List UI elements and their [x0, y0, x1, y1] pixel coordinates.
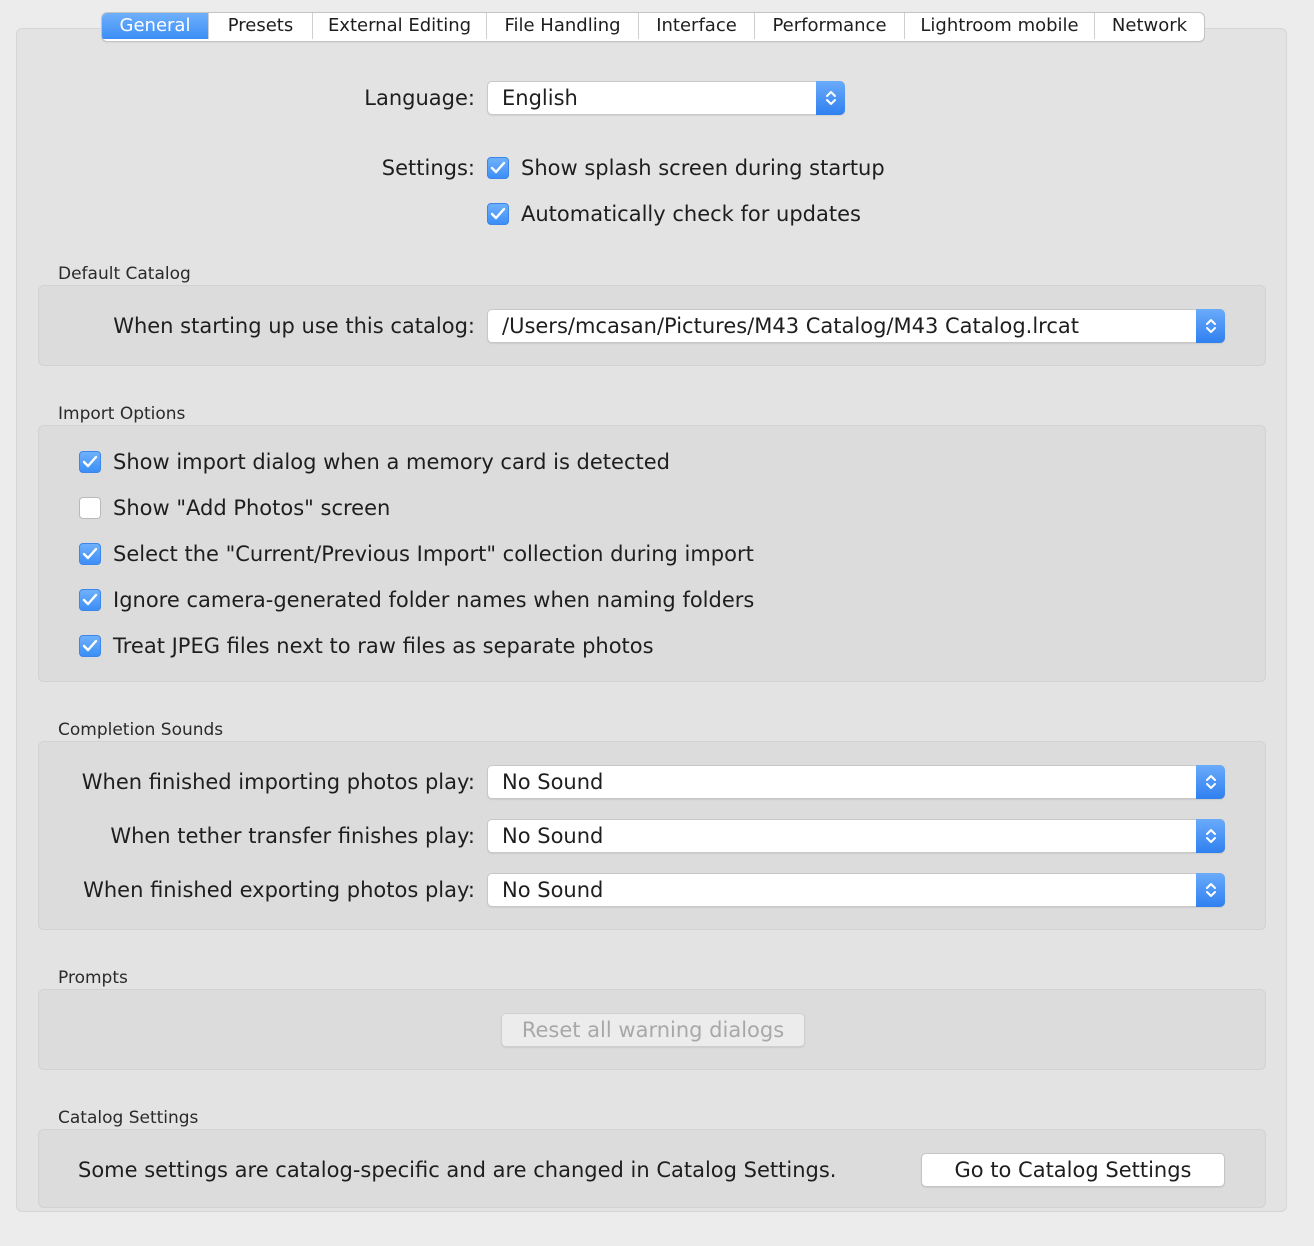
tether-sound-label: When tether transfer finishes play:	[110, 824, 475, 848]
checkmark-icon	[82, 639, 98, 653]
tab-presets[interactable]: Presets	[209, 13, 313, 39]
tether-sound-select[interactable]	[487, 819, 1225, 853]
import-options-title: Import Options	[58, 404, 186, 424]
tab-lightroom-mobile[interactable]: Lightroom mobile	[905, 13, 1095, 39]
ignore-folder-names-checkbox-row[interactable]	[79, 587, 754, 613]
chevron-updown-icon	[1196, 873, 1225, 907]
chevron-updown-icon	[1196, 309, 1225, 343]
tab-network[interactable]: Network	[1111, 15, 1188, 36]
ignore-folder-names-checkbox[interactable]	[79, 589, 101, 611]
checkmark-icon	[490, 161, 506, 175]
splash-screen-checkbox-row[interactable]	[487, 155, 885, 181]
default-catalog-select-value: /Users/mcasan/Pictures/M43 Catalog/M43 Catalog.lrcat	[502, 314, 1079, 338]
language-select-value: English	[502, 86, 578, 110]
add-photos-label: Show "Add Photos" screen	[113, 496, 391, 520]
current-import-label: Select the "Current/Previous Import" collection during import	[113, 542, 754, 566]
export-sound-select[interactable]	[487, 873, 1225, 907]
import-dialog-label: Show import dialog when a memory card is detected	[113, 450, 670, 474]
chevron-updown-icon	[1196, 819, 1225, 853]
reset-warning-dialogs-button[interactable]: Reset all warning dialogs	[501, 1013, 805, 1047]
prompts-title: Prompts	[58, 968, 128, 988]
checkmark-icon	[82, 455, 98, 469]
settings-label: Settings:	[381, 156, 475, 180]
language-label: Language:	[364, 86, 475, 110]
tab-general[interactable]: General	[102, 13, 209, 39]
checkmark-icon	[490, 207, 506, 221]
import-dialog-checkbox[interactable]	[79, 451, 101, 473]
checkmark-icon	[82, 547, 98, 561]
default-catalog-title: Default Catalog	[58, 264, 191, 284]
catalog-settings-text: Some settings are catalog-specific and are changed in Catalog Settings.	[78, 1158, 837, 1182]
checkmark-icon	[82, 593, 98, 607]
splash-screen-label: Show splash screen during startup	[521, 156, 885, 180]
add-photos-checkbox[interactable]	[79, 497, 101, 519]
jpeg-separate-label: Treat JPEG files next to raw files as separate photos	[113, 634, 654, 658]
check-updates-checkbox-row[interactable]	[487, 201, 861, 227]
jpeg-separate-checkbox[interactable]	[79, 635, 101, 657]
import-sound-label: When finished importing photos play:	[81, 770, 475, 794]
catalog-settings-title: Catalog Settings	[58, 1108, 199, 1128]
current-import-checkbox-row[interactable]	[79, 541, 754, 567]
jpeg-separate-checkbox-row[interactable]	[79, 633, 654, 659]
export-sound-label: When finished exporting photos play:	[83, 878, 475, 902]
chevron-updown-icon	[1196, 765, 1225, 799]
go-to-catalog-settings-button[interactable]: Go to Catalog Settings	[921, 1153, 1225, 1187]
default-catalog-label: When starting up use this catalog:	[113, 314, 475, 338]
completion-sounds-title: Completion Sounds	[58, 720, 224, 740]
import-sound-value: No Sound	[502, 770, 604, 794]
chevron-updown-icon	[816, 81, 845, 115]
check-updates-label: Automatically check for updates	[521, 202, 861, 226]
tab-file-handling[interactable]: File Handling	[487, 13, 639, 39]
tab-external-editing[interactable]: External Editing	[313, 13, 487, 39]
add-photos-checkbox-row[interactable]	[79, 495, 390, 521]
tab-interface[interactable]: Interface	[639, 13, 755, 39]
preferences-tab-bar	[101, 12, 1205, 42]
export-sound-value: No Sound	[502, 878, 604, 902]
current-import-checkbox[interactable]	[79, 543, 101, 565]
tether-sound-value: No Sound	[502, 824, 604, 848]
check-updates-checkbox[interactable]	[487, 203, 509, 225]
default-catalog-select[interactable]	[487, 309, 1225, 343]
import-dialog-checkbox-row[interactable]	[79, 449, 670, 475]
ignore-folder-names-label: Ignore camera-generated folder names when naming folders	[113, 588, 755, 612]
import-sound-select[interactable]	[487, 765, 1225, 799]
tab-performance[interactable]: Performance	[755, 13, 905, 39]
splash-screen-checkbox[interactable]	[487, 157, 509, 179]
language-select[interactable]	[487, 81, 845, 115]
